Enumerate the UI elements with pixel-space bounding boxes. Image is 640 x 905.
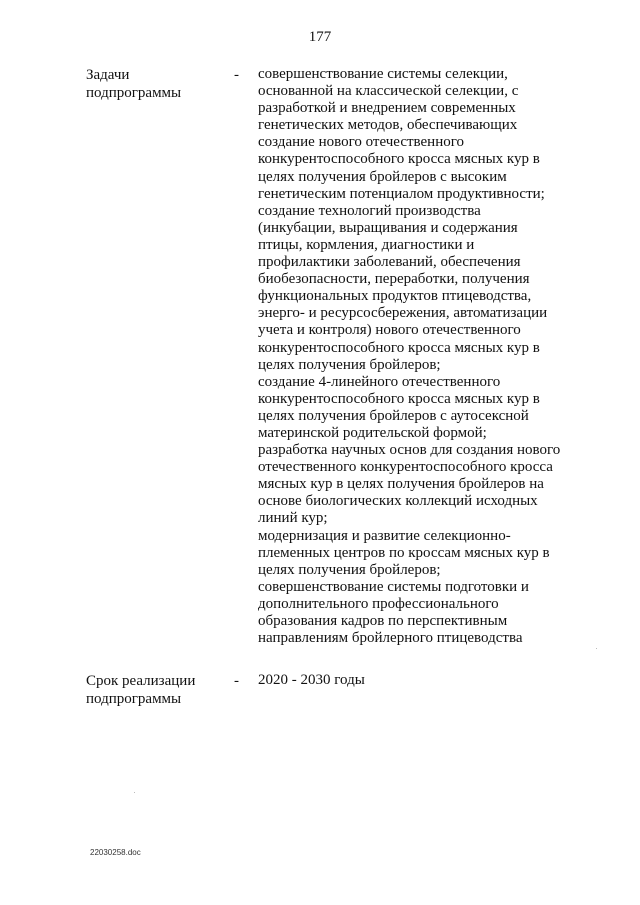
tasks-line: образования кадров по перспективным <box>258 613 508 629</box>
tasks-line: разработка научных основ для создания нового <box>258 442 561 459</box>
tasks-line: отечественного конкурентоспособного кросса <box>258 459 553 476</box>
tasks-line: целях получения бройлеров; <box>258 561 441 578</box>
scan-speck <box>596 648 597 649</box>
tasks-line: конкурентоспособного кросса мясных кур в <box>258 151 540 168</box>
term-label-line: Срок реализации <box>86 673 196 689</box>
tasks-line: основанной на классической селекции, с <box>258 83 519 100</box>
tasks-line: совершенствование системы селекции, <box>258 66 508 82</box>
tasks-line: линий кур; <box>258 510 328 527</box>
tasks-line: генетическим потенциалом продуктивности; <box>258 185 545 202</box>
tasks-line: конкурентоспособного кросса мясных кур в <box>258 390 540 407</box>
file-name-footer: 22030258.doc <box>90 848 141 857</box>
tasks-line: мясных кур в целях получения бройлеров на <box>258 476 544 493</box>
tasks-line: основе биологических коллекций исходных <box>258 493 538 510</box>
tasks-line: целях получения бройлеров с высоким <box>258 168 507 185</box>
tasks-line: создание технологий производства <box>258 202 481 219</box>
tasks-line: функциональных продуктов птицеводства, <box>258 288 532 305</box>
tasks-line: дополнительного профессионального <box>258 595 499 612</box>
tasks-line: учета и контроля) нового отечественного <box>258 322 521 339</box>
tasks-line: совершенствование системы подготовки и <box>258 578 529 595</box>
tasks-line: материнской родительской формой; <box>258 424 487 441</box>
tasks-line: целях получения бройлеров; <box>258 356 441 373</box>
scan-speck <box>134 792 135 793</box>
tasks-line: племенных центров по кроссам мясных кур в <box>258 544 550 561</box>
tasks-line: модернизация и развитие селекционно- <box>258 527 511 544</box>
tasks-line: (инкубации, выращивания и содержания <box>258 219 518 236</box>
tasks-line: создание нового отечественного <box>258 134 465 151</box>
tasks-line: энерго- и ресурсосбережения, автоматизации <box>258 305 548 322</box>
term-dash: - <box>234 673 239 689</box>
tasks-line: генетических методов, обеспечивающих <box>258 117 518 134</box>
term-value: 2020 - 2030 годы <box>258 672 365 688</box>
tasks-line: создание 4-линейного отечественного <box>258 373 501 390</box>
tasks-line: конкурентоспособного кросса мясных кур в <box>258 339 540 356</box>
tasks-content <box>258 66 588 647</box>
tasks-line: птицы, кормления, диагностики и <box>258 236 475 253</box>
tasks-line: разработкой и внедрением современных <box>258 100 516 117</box>
page-number: 177 <box>308 29 332 45</box>
tasks-label: Задачи подпрограммы <box>86 67 182 101</box>
tasks-dash: - <box>234 67 239 83</box>
tasks-line: целях получения бройлеров с аутосексной <box>258 407 529 424</box>
term-label-line: подпрограммы <box>86 691 182 707</box>
term-label <box>86 672 226 708</box>
tasks-line: биобезопасности, переработки, получения <box>258 271 530 288</box>
tasks-line: направлениям бройлерного птицеводства <box>258 630 523 647</box>
tasks-line: профилактики заболеваний, обеспечения <box>258 254 521 271</box>
